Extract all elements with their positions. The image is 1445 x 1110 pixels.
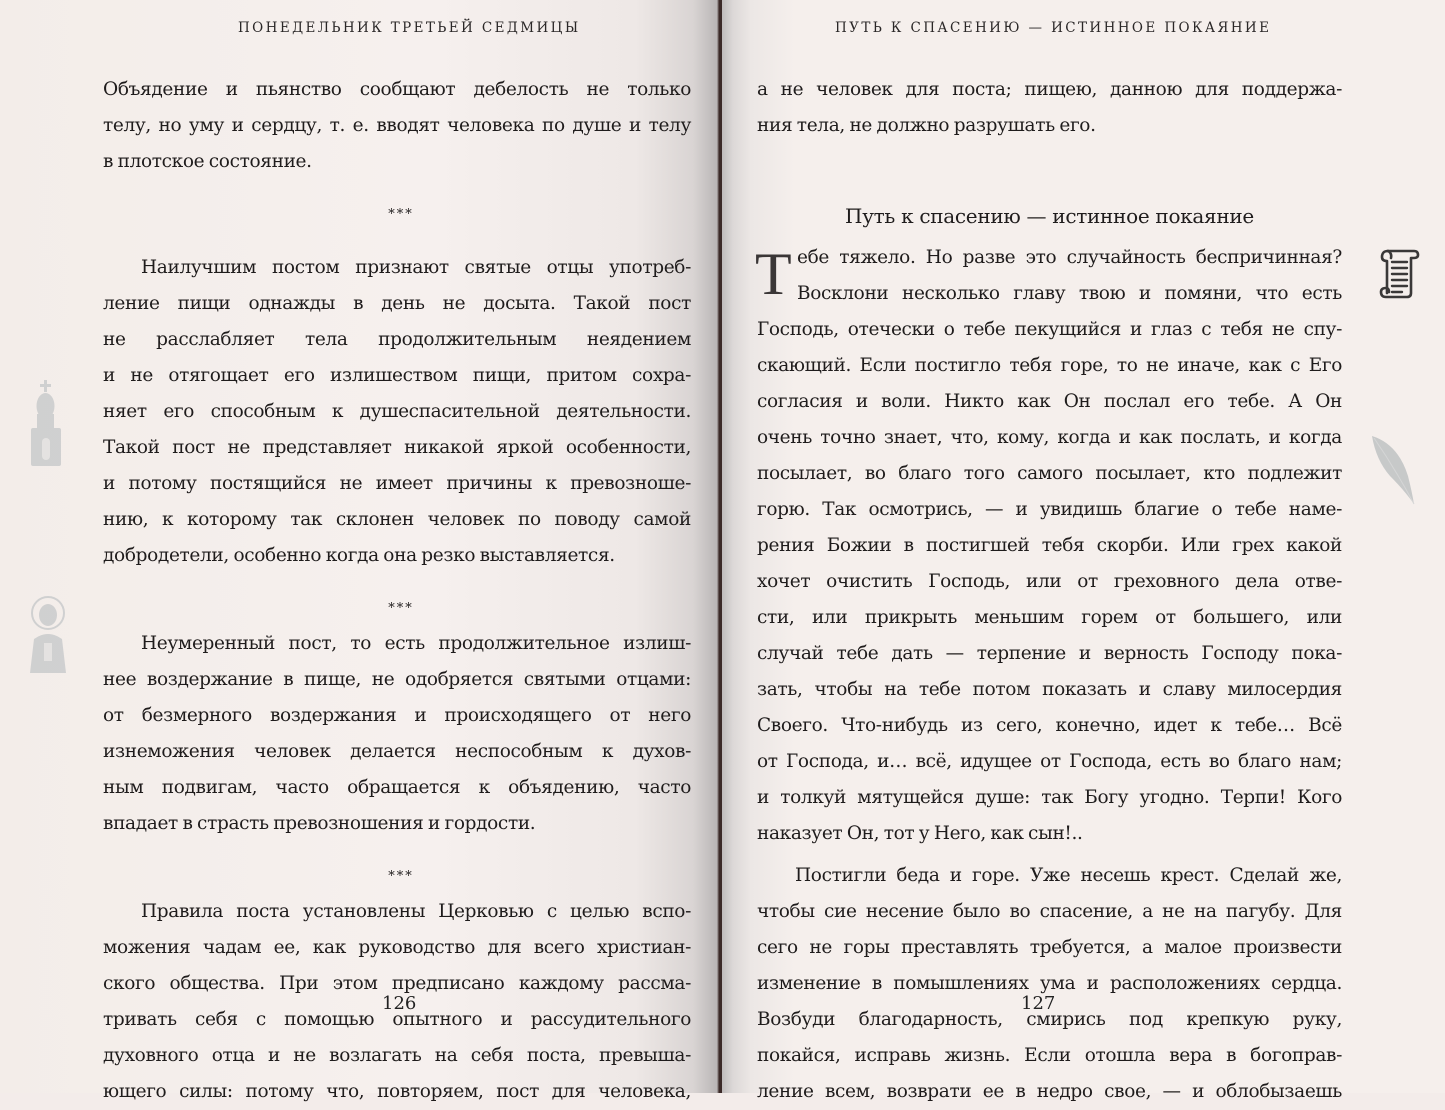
text-line: ского общества. При этом предписано каждому рассма- [103,973,691,994]
feather-icon [1368,430,1418,514]
text-line: а не человек для поста; пищею, данною для поддержа- [757,79,1342,100]
text-line: Неумеренный пост, то есть продолжительное излиш- [141,633,691,654]
text-line: Восклони несколько главу твою и помяни, что есть [797,283,1342,304]
text-line: нее воздержание в пище, не одобряется святыми отцами: [103,669,691,690]
text-line: в плотское состояние. [103,151,312,172]
text-line: сти, или прикрыть меньшим горем от большего, или [757,607,1342,628]
paragraph [103,626,691,842]
paragraph-continuation [757,72,1342,144]
drop-cap: Т [755,241,792,307]
text-line: Такой пост не представляет никакой яркой особенности, [103,437,691,458]
left-page [0,0,722,1102]
text-line: случай тебе дать — терпение и верность Господу пока- [757,643,1342,664]
text-line: ление пищи однажды в день не досыта. Такой пост [103,293,691,314]
text-line: ния тела, не должно разрушать его. [757,115,1096,136]
text-line: ным подвигам, часто обращается к объядению, часто [103,777,691,798]
text-line: наказует Он, тот у Него, как сын!.. [757,823,1083,844]
text-line: и не отягощает его излишеством пищи, притом сохра- [103,365,691,386]
text-line: можения чадам ее, как руководство для всего христиан- [103,937,691,958]
right-text-block [757,72,1342,1110]
section-separator: *** [388,869,414,884]
right-page-number: 127 [1021,993,1056,1014]
text-line: хочет очистить Господь, или от греховного дела отве- [757,571,1342,592]
paragraph [757,858,1342,1110]
text-line: зать, чтобы на тебе потом показать и славу милосердия [757,679,1342,700]
text-line: чтобы сие несение было во спасение, а не на пагубу. Для [757,901,1342,922]
text-line: Наилучшим постом признают святые отцы употреб- [141,257,691,278]
text-line: телу, но уму и сердцу, т. е. вводят человека по душе и телу [103,115,691,136]
text-line: очень точно знает, что, кому, когда и как послать, и когда [757,427,1342,448]
text-line: сего не горы преставлять требуется, а малое произвести [757,937,1342,958]
text-line: Объядение и пьянство сообщают дебелость не только [103,79,691,100]
paragraph [757,240,1342,852]
text-line: от безмерного воздержания и происходящего от него [103,705,691,726]
text-line: ющего силы: потому что, повторяем, пост для человека, [103,1081,691,1102]
right-running-head: ПУТЬ К СПАСЕНИЮ — ИСТИННОЕ ПОКАЯНИЕ [835,20,1272,36]
text-line: Господь, отечески о тебе пекущийся и глаз с тебя не спу- [757,319,1342,340]
section-separator: *** [388,601,414,616]
text-line: тривать себя с помощью опытного и рассудительного [103,1009,691,1030]
text-line: от Господа, и… всё, идущее от Господа, есть во благо нам; [757,751,1342,772]
church-icon [28,380,64,474]
text-line: няет его способным к душеспасительной деятельности. [103,401,691,422]
text-line: нию, к которому так склонен человек по поводу самой [103,509,691,530]
text-line: горю. Так осмотрись, — и увидишь благие о тебе наме- [757,499,1342,520]
left-page-number: 126 [382,993,417,1014]
text-line: изнеможения человек делается неспособным к духов- [103,741,691,762]
text-line: Правила поста установлены Церковью с целью вспо- [141,901,691,922]
text-line: и потому постящийся не имеет причины к превозноше- [103,473,691,494]
text-line: изменение в помышлениях ума и расположениях сердца. [757,973,1342,994]
text-line: скающий. Если постигло тебя горе, то не иначе, как с Его [757,355,1342,376]
text-line: посылает, во благо того самого посылает, кто подлежит [757,463,1342,484]
text-line: и толкуй мятущейся душе: так Богу угодно. Терпи! Кого [757,787,1342,808]
text-line: впадает в страсть превозношения и гордости. [103,813,536,834]
paragraph [103,250,691,574]
text-line: покайся, исправь жизнь. Если отошла вера в богоправ- [757,1045,1342,1066]
text-line: Своего. Что-нибудь из сего, конечно, идет к тебе… Всё [757,715,1342,736]
scroll-icon [1378,245,1420,305]
text-line: Возбуди благодарность, смирись под крепкую руку, [757,1009,1342,1030]
left-text-block [103,72,691,1110]
section-title: Путь к спасению — истинное покаяние [845,204,1254,228]
text-line: добродетели, особенно когда она резко выставляется. [103,545,615,566]
saint-icon [26,595,70,679]
paragraph [103,72,691,180]
text-line: духовного отца и не возлагать на себя поста, превыша- [103,1045,691,1066]
text-line: ебе тяжело. Но разве это случайность беспричинная? [797,247,1342,268]
text-line: не расслабляет тела продолжительным неядением [103,329,691,350]
text-line: Постигли беда и горе. Уже несешь крест. Сделай же, [795,865,1342,886]
text-line: согласия и воли. Никто как Он послал его тебе. А Он [757,391,1342,412]
text-line: ление всем, возврати ее в недро свое, — и облобызаешь [757,1081,1342,1102]
text-line: рения Божии в постигшей тебя скорби. Или грех какой [757,535,1342,556]
left-running-head: ПОНЕДЕЛЬНИК ТРЕТЬЕЙ СЕДМИЦЫ [238,20,581,36]
right-page [722,0,1445,1102]
section-separator: *** [388,207,414,222]
